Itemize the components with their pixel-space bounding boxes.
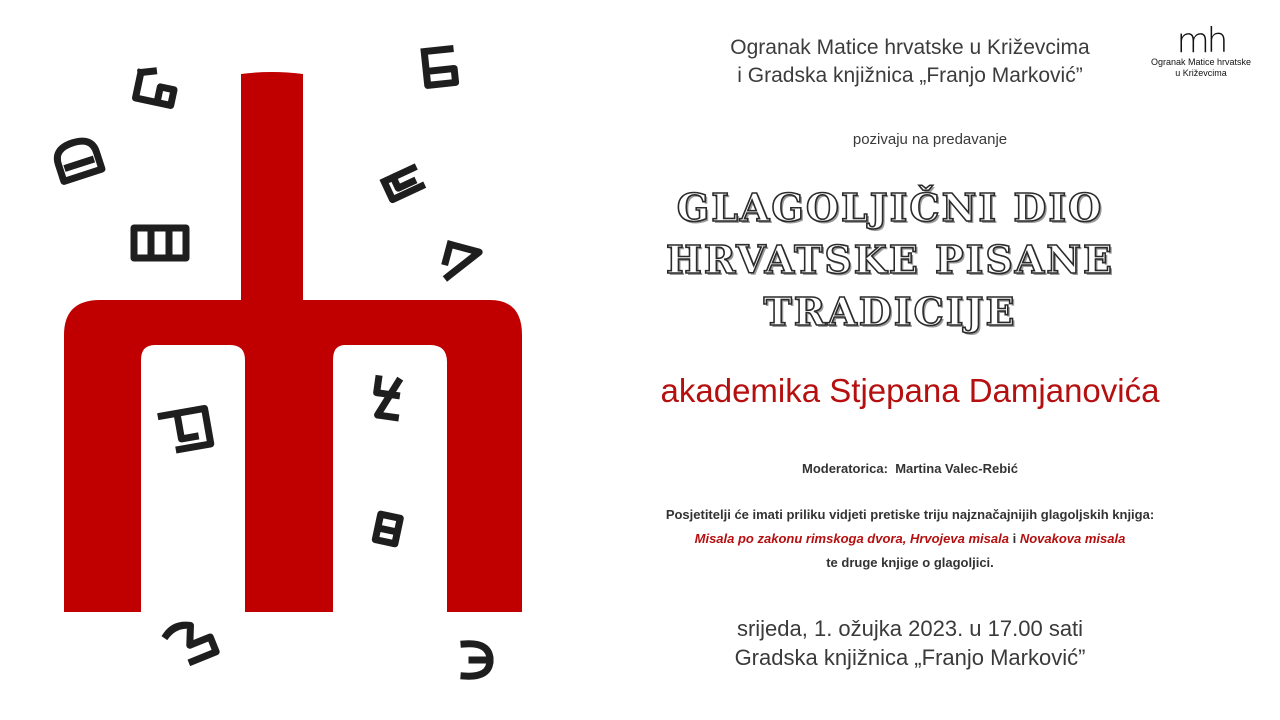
matica-hrvatska-logo (1146, 21, 1256, 78)
organizers-line-1: Ogranak Matice hrvatske u Križevcima (730, 36, 1090, 59)
glagolitic-letter-3 (53, 137, 102, 182)
lecture-title (620, 182, 1160, 338)
book-1: Misala po zakonu rimskoga dvora, (694, 531, 907, 546)
glagolitic-letter-2 (424, 49, 455, 86)
event-datetime: srijeda, 1. ožujka 2023. u 17.00 sati (736, 616, 1084, 641)
glagolitic-letter-10 (165, 617, 216, 667)
books-connector: i (1012, 531, 1017, 546)
visitors-intro: Posjetitelji će imati priliku vidjeti pretiske triju najznačajnijih glagoljskih knjiga: (665, 507, 1155, 522)
event-details (660, 614, 1160, 672)
logo-text-1: Ogranak Matice hrvatske (1150, 57, 1252, 67)
glagolitic-letter-9 (375, 514, 400, 544)
moderator-label: Moderatorica: (801, 461, 888, 476)
glagolitic-letter-1 (135, 69, 176, 106)
glagolitic-letter-8 (161, 408, 211, 451)
book-3: Novakova misala (1019, 531, 1126, 546)
glagolitic-letter-5 (134, 228, 186, 258)
glagolitic-letter-4 (384, 168, 421, 200)
visitors-info (600, 503, 1220, 575)
invitation-text: pozivaju na predavanje (852, 131, 1008, 148)
books-line (600, 527, 1220, 551)
event-venue: Gradska knjižnica „Franjo Marković” (734, 645, 1086, 670)
title-line-3: TRADICIJE (763, 289, 1017, 334)
book-2: Hrvojeva misala (909, 531, 1009, 546)
organizers-line-2: i Gradska knjižnica „Franjo Marković” (737, 64, 1083, 87)
glagolitic-letter-11 (464, 644, 490, 676)
moderator-line (660, 461, 1160, 476)
glagolitic-letter-7 (374, 379, 401, 418)
organizers-block (640, 34, 1180, 90)
logo-text-2: u Križevcima (1175, 68, 1227, 78)
glagolitic-m-glyph (64, 72, 522, 612)
moderator-name: Martina Valec-Rebić (895, 461, 1019, 476)
title-line-1: GLAGOLJIČNI DIO (676, 185, 1104, 230)
lecturer-name: akademika Stjepana Damjanovića (660, 372, 1160, 409)
glagolitic-letter-6 (442, 244, 479, 283)
title-line-2: HRVATSKE PISANE (666, 237, 1114, 282)
visitors-outro: te druge knjige o glagoljici. (826, 555, 994, 570)
logo-mark: mh (1176, 21, 1226, 61)
